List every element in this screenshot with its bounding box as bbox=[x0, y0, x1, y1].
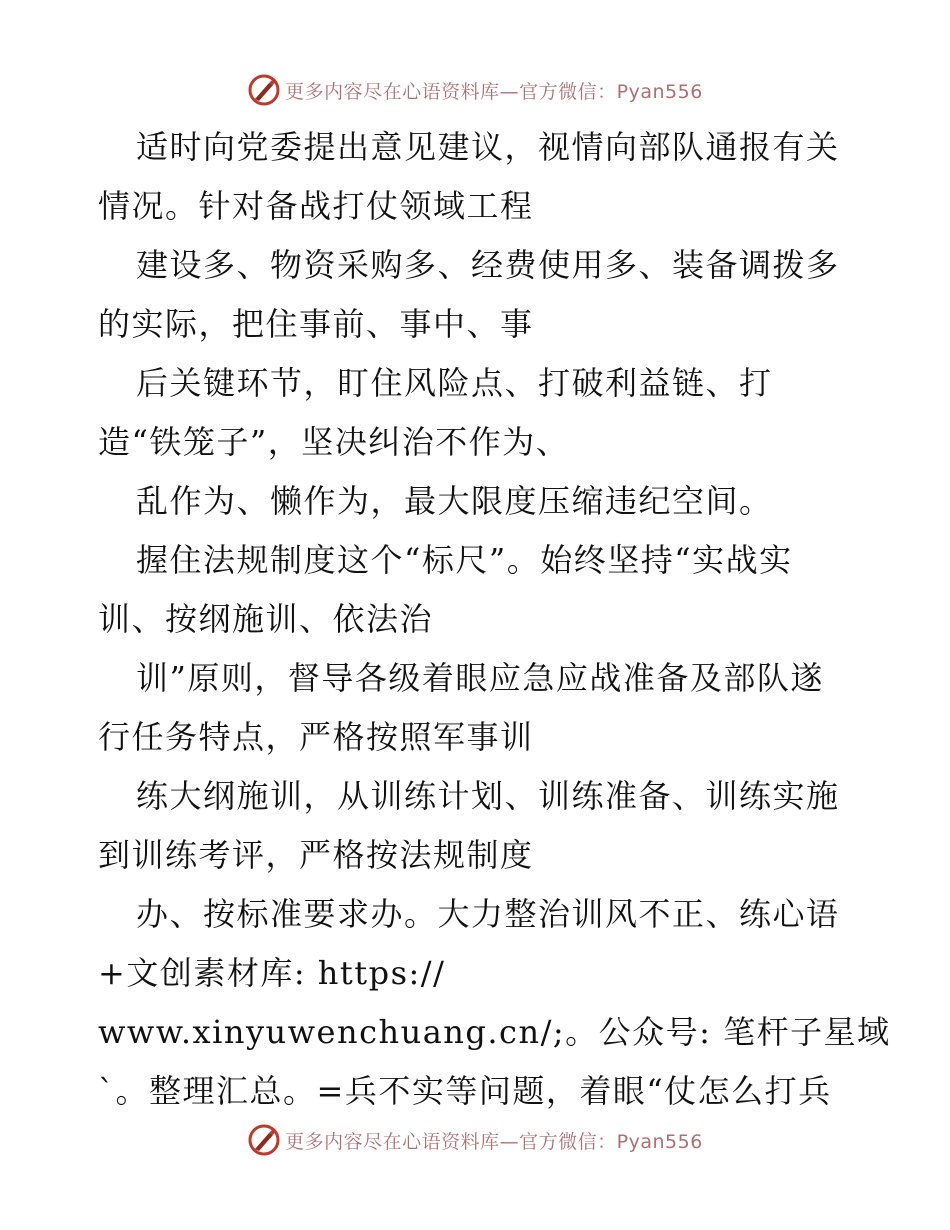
body-line: 造“铁笼子”，坚决纠治不作为、 bbox=[98, 423, 570, 461]
pen-logo-icon bbox=[247, 1123, 281, 1157]
body-line: 练大纲施训，从训练计划、训练准备、训练实施 bbox=[136, 777, 840, 815]
body-line: www.xinyuwenchuang.cn/;。公众号: 笔杆子星域 bbox=[98, 1013, 891, 1051]
body-line: 的实际，把住事前、事中、事 bbox=[98, 305, 534, 343]
body-line: 训、按纲施训、依法治 bbox=[98, 600, 434, 638]
body-line: 训”原则，督导各级着眼应急应战准备及部队遂 bbox=[136, 659, 824, 697]
body-line: 握住法规制度这个“标尺”。始终坚持“实战实 bbox=[136, 541, 793, 579]
footer-watermark bbox=[0, 1120, 950, 1160]
body-line: 建设多、物资采购多、经费使用多、装备调拨多 bbox=[136, 246, 840, 284]
document-body bbox=[98, 118, 891, 1121]
header-watermark bbox=[0, 70, 950, 110]
body-line: 到训练考评，严格按法规制度 bbox=[98, 836, 534, 874]
body-line: 后关键环节，盯住风险点、打破利益链、打 bbox=[136, 364, 773, 402]
body-line: 情况。针对备战打仗领域工程 bbox=[98, 187, 534, 225]
footer-watermark-text: 更多内容尽在心语资料库—官方微信：Pyan556 bbox=[285, 1130, 703, 1153]
body-line: 适时向党委提出意见建议，视情向部队通报有关 bbox=[136, 128, 840, 166]
pen-logo-icon bbox=[247, 73, 281, 107]
body-line: 乱作为、懒作为，最大限度压缩违纪空间。 bbox=[136, 482, 773, 520]
body-line: 办、按标准要求办。大力整治训风不正、练心语 bbox=[136, 895, 840, 933]
body-line: 行任务特点，严格按照军事训 bbox=[98, 718, 534, 756]
body-line: +文创素材库: https:// bbox=[98, 954, 446, 992]
body-line: `。整理汇总。=兵不实等问题，着眼“仗怎么打兵 bbox=[98, 1072, 832, 1110]
header-watermark-text: 更多内容尽在心语资料库—官方微信：Pyan556 bbox=[285, 80, 703, 103]
